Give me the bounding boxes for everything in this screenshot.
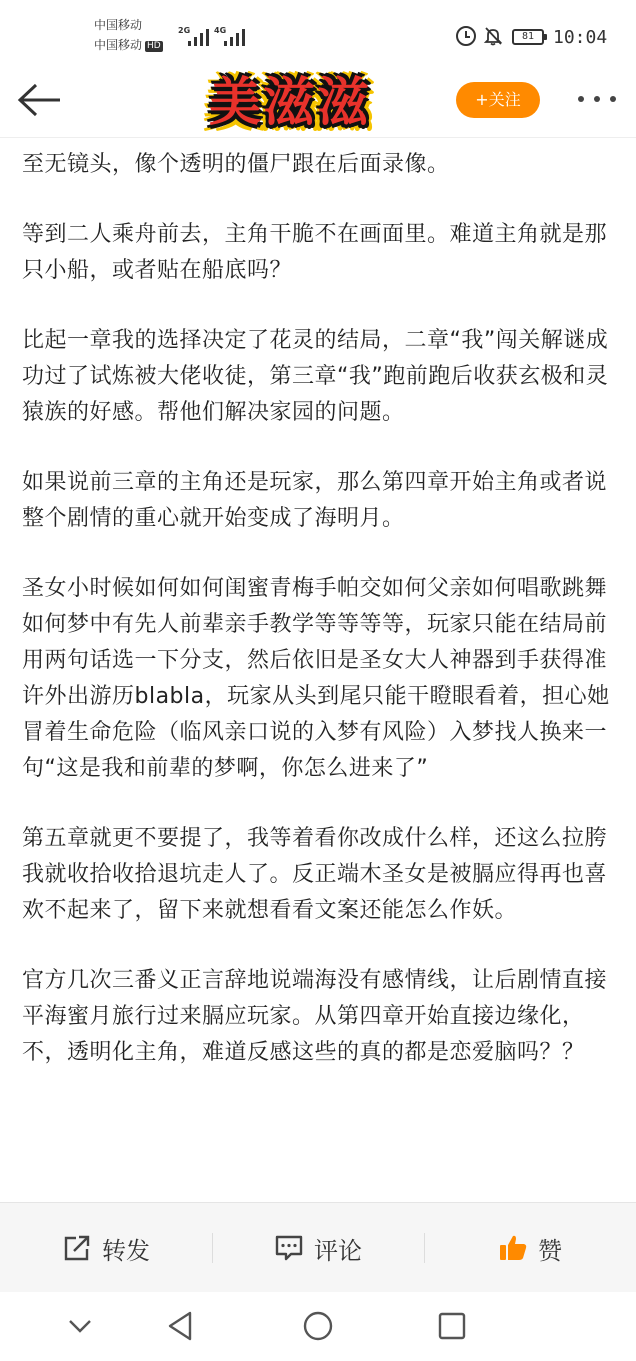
repost-label: 转发 (102, 1236, 150, 1265)
paragraph: 官方几次三番义正言辞地说端海没有感情线，让后剧情直接平海蜜月旅行过来膈应玩家。从第四章开始直接边缘化，不，透明化主角，难道反感这些的真的都是恋爱脑吗？？ (22, 968, 608, 1065)
alarm-icon (456, 26, 476, 46)
repost-icon (62, 1233, 92, 1263)
status-time: 10:04 (553, 27, 608, 48)
article-body[interactable] (0, 138, 636, 1202)
thumbs-up-icon (498, 1233, 528, 1263)
carrier-label-2-text: 中国移动 (94, 38, 143, 52)
watermark-logo (180, 56, 400, 138)
like-button[interactable] (424, 1203, 636, 1293)
paragraph: 比起一章我的选择决定了花灵的结局，二章“我”闯关解谜成功过了试炼被大佬收徒，第三章“我”跑前跑后收获玄极和灵猿族的好感。帮他们解决家园的问题。 (22, 328, 609, 425)
comment-button[interactable] (212, 1203, 424, 1293)
back-triangle-icon[interactable] (162, 1306, 202, 1346)
like-label: 赞 (538, 1236, 562, 1265)
article-text (22, 147, 612, 1105)
status-bar (0, 0, 636, 62)
battery-icon (512, 29, 544, 45)
paragraph: 第五章就更不要提了，我等着看你改成什么样，还这么拉胯我就收拾收拾退坑走人了。反正端木圣女是被膈应得再也喜欢不起来了，留下来就想看看文案还能怎么作妖。 (22, 826, 608, 923)
paragraph: 圣女小时候如何如何闺蜜青梅手帕交如何父亲如何唱歌跳舞如何梦中有先人前辈亲手教学等等等等，玩家只能在结局前用两句话选一下分支，然后依旧是圣女大人神器到手获得准许外出游历blabla，玩家从头到尾只能干瞪眼看着，担心她冒着生命危险（临风亲口说的入梦有风险）入梦找人换来一句“这是我和前辈的梦啊，你怎么进来了” (22, 576, 610, 781)
network-type-1: 2G (178, 26, 191, 35)
more-options-icon[interactable] (576, 96, 618, 104)
action-bar (0, 1202, 636, 1292)
mute-icon (483, 26, 503, 46)
battery-level: 81 (521, 31, 535, 42)
carrier-label-1: 中国移动 (94, 18, 143, 32)
chevron-down-icon[interactable] (60, 1306, 100, 1346)
follow-button[interactable]: +关注 (456, 82, 540, 118)
back-arrow-icon[interactable] (16, 82, 62, 118)
network-type-2: 4G (214, 26, 227, 35)
carrier-label-2 (94, 38, 163, 52)
paragraph: 如果说前三章的主角还是玩家，那么第四章开始主角或者说整个剧情的重心就开始变成了海明月。 (22, 470, 608, 531)
paragraph: 至无镜头，像个透明的僵尸跟在后面录像。 (22, 152, 450, 177)
repost-button[interactable] (0, 1203, 212, 1293)
hd-badge: HD (147, 41, 161, 51)
logo-text: 美滋滋 (208, 72, 371, 133)
comment-label: 评论 (314, 1236, 362, 1265)
app-header (0, 62, 636, 138)
comment-icon (274, 1233, 304, 1263)
home-circle-icon[interactable] (298, 1306, 338, 1346)
system-nav-bar (0, 1292, 636, 1361)
paragraph: 等到二人乘舟前去，主角干脆不在画面里。难道主角就是那只小船，或者贴在船底吗？ (22, 222, 608, 283)
recents-square-icon[interactable] (432, 1306, 472, 1346)
